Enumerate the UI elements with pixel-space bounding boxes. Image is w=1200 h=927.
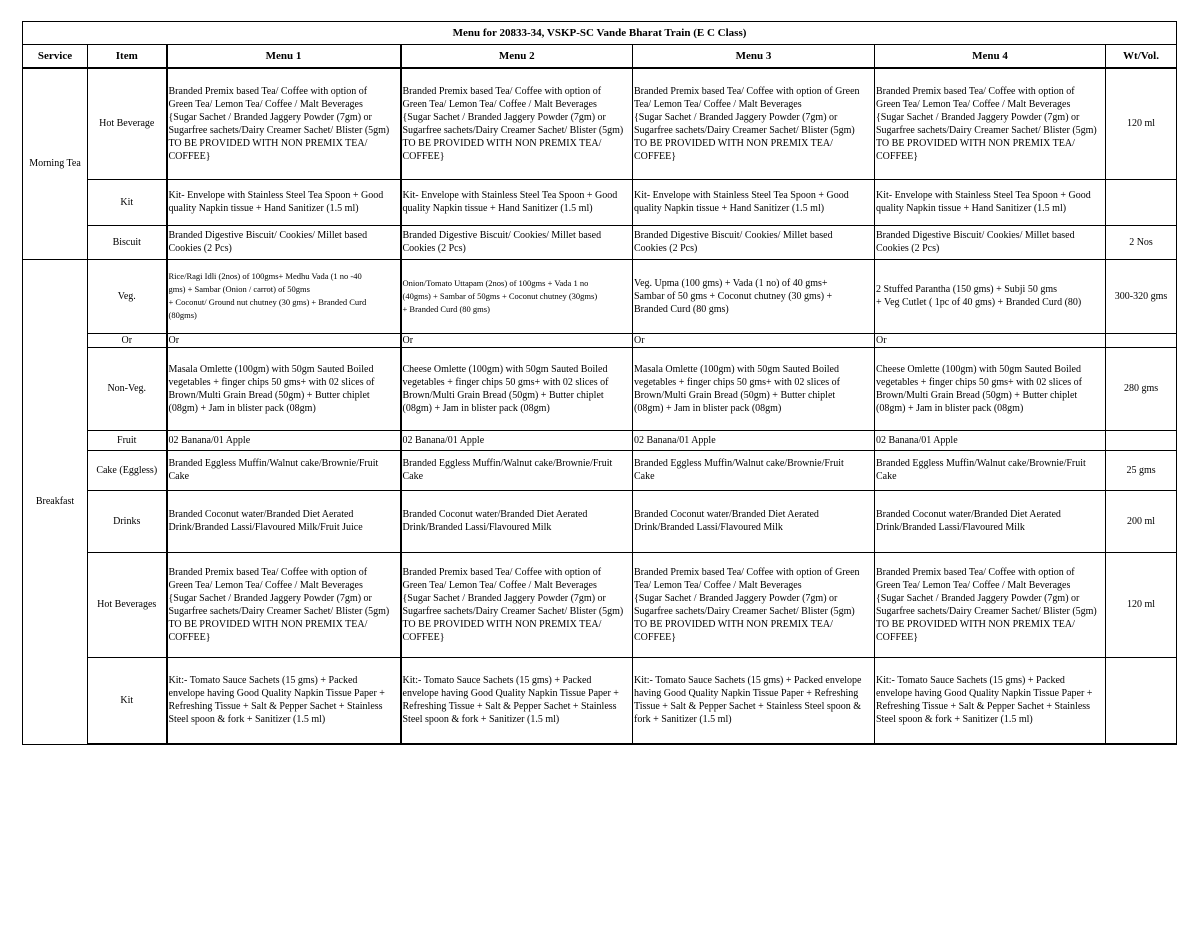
wt-cell: 280 gms bbox=[1106, 347, 1177, 430]
wt-cell: 200 ml bbox=[1106, 490, 1177, 552]
menu1-cell: 02 Banana/01 Apple bbox=[167, 430, 401, 450]
service-morning-tea: Morning Tea bbox=[23, 68, 88, 259]
menu3-cell: Veg. Upma (100 gms) + Vada (1 no) of 40 gms+ Sambar of 50 gms + Coconut chutney (30 gms) + Branded Curd (80 gms) bbox=[633, 259, 875, 333]
menu3-cell: Branded Premix based Tea/ Coffee with option of Green Tea/ Lemon Tea/ Coffee / Malt Beverages {Sugar Sachet / Branded Jaggery Powder (7gm) or Sugarfree sachets/Dairy Creamer Sachet/ Blister (5gm) TO BE PROVIDED WITH NON PREMIX TEA/ COFFEE} bbox=[633, 68, 875, 179]
menu4-cell: Or bbox=[875, 333, 1106, 347]
menu4-cell: Cheese Omlette (100gm) with 50gm Sauted Boiled vegetables + finger chips 50 gms+ with 02 slices of Brown/Multi Grain Bread (50gm) + Butter chiplet (08gm) + Jam in blister pack (08gm) bbox=[875, 347, 1106, 430]
menu4-cell: Branded Premix based Tea/ Coffee with option of Green Tea/ Lemon Tea/ Coffee / Malt Beverages {Sugar Sachet / Branded Jaggery Powder (7gm) or Sugarfree sachets/Dairy Creamer Sachet/ Blister (5gm) TO BE PROVIDED WITH NON PREMIX TEA/ COFFEE} bbox=[875, 552, 1106, 657]
menu2-cell: Branded Coconut water/Branded Diet Aerated Drink/Branded Lassi/Flavoured Milk bbox=[401, 490, 633, 552]
table-title: Menu for 20833-34, VSKP-SC Vande Bharat Train (E C Class) bbox=[23, 22, 1177, 45]
item-cell: Hot Beverage bbox=[88, 68, 167, 179]
item-cell: Cake (Eggless) bbox=[88, 450, 167, 490]
wt-cell bbox=[1106, 430, 1177, 450]
menu4-cell: Kit:- Tomato Sauce Sachets (15 gms) + Packed envelope having Good Quality Napkin Tissue Paper + Refreshing Tissue + Salt & Pepper Sachet + Stainless Steel spoon & fork + Sanitizer (1.5 ml) bbox=[875, 657, 1106, 744]
table-row bbox=[23, 179, 1177, 225]
menu2-cell: Cheese Omlette (100gm) with 50gm Sauted Boiled vegetables + finger chips 50 gms+ with 02 slices of Brown/Multi Grain Bread (50gm) + Butter chiplet (08gm) + Jam in blister pack (08gm) bbox=[401, 347, 633, 430]
menu1-cell: Branded Premix based Tea/ Coffee with option of Green Tea/ Lemon Tea/ Coffee / Malt Beverages {Sugar Sachet / Branded Jaggery Powder (7gm) or Sugarfree sachets/Dairy Creamer Sachet/ Blister (5gm) TO BE PROVIDED WITH NON PREMIX TEA/ COFFEE} bbox=[167, 552, 401, 657]
header-menu-4: Menu 4 bbox=[875, 45, 1106, 69]
table-row bbox=[23, 552, 1177, 657]
wt-cell: 300-320 gms bbox=[1106, 259, 1177, 333]
menu3-cell: Branded Premix based Tea/ Coffee with option of Green Tea/ Lemon Tea/ Coffee / Malt Beverages {Sugar Sachet / Branded Jaggery Powder (7gm) or Sugarfree sachets/Dairy Creamer Sachet/ Blister (5gm) TO BE PROVIDED WITH NON PREMIX TEA/ COFFEE} bbox=[633, 552, 875, 657]
item-cell: Kit bbox=[88, 179, 167, 225]
menu1-cell: Kit:- Tomato Sauce Sachets (15 gms) + Packed envelope having Good Quality Napkin Tissue Paper + Refreshing Tissue + Salt & Pepper Sachet + Stainless Steel spoon & fork + Sanitizer (1.5 ml) bbox=[167, 657, 401, 744]
menu2-cell: Kit- Envelope with Stainless Steel Tea Spoon + Good quality Napkin tissue + Hand Sanitizer (1.5 ml) bbox=[401, 179, 633, 225]
item-cell: Veg. bbox=[88, 259, 167, 333]
menu4-cell: 02 Banana/01 Apple bbox=[875, 430, 1106, 450]
header-menu-3: Menu 3 bbox=[633, 45, 875, 69]
menu-table bbox=[22, 21, 1177, 745]
menu2-cell: Onion/Tomato Uttapam (2nos) of 100gms + Vada 1 no (40gms) + Sambar of 50gms + Coconut chutney (30gms) + Branded Curd (80 gms) bbox=[401, 259, 633, 333]
menu1-cell: Masala Omlette (100gm) with 50gm Sauted Boiled vegetables + finger chips 50 gms+ with 02 slices of Brown/Multi Grain Bread (50gm) + Butter chiplet (08gm) + Jam in blister pack (08gm) bbox=[167, 347, 401, 430]
menu4-cell: Kit- Envelope with Stainless Steel Tea Spoon + Good quality Napkin tissue + Hand Sanitizer (1.5 ml) bbox=[875, 179, 1106, 225]
menu4-cell: Branded Coconut water/Branded Diet Aerated Drink/Branded Lassi/Flavoured Milk bbox=[875, 490, 1106, 552]
wt-cell: 2 Nos bbox=[1106, 225, 1177, 259]
table-row bbox=[23, 347, 1177, 430]
menu3-cell: Kit- Envelope with Stainless Steel Tea Spoon + Good quality Napkin tissue + Hand Sanitizer (1.5 ml) bbox=[633, 179, 875, 225]
header-wt: Wt/Vol. bbox=[1106, 45, 1177, 69]
table-row bbox=[23, 490, 1177, 552]
menu3-cell: 02 Banana/01 Apple bbox=[633, 430, 875, 450]
item-cell: Biscuit bbox=[88, 225, 167, 259]
menu1-cell: Branded Digestive Biscuit/ Cookies/ Millet based Cookies (2 Pcs) bbox=[167, 225, 401, 259]
menu2-cell: 02 Banana/01 Apple bbox=[401, 430, 633, 450]
item-cell: Non-Veg. bbox=[88, 347, 167, 430]
menu1-cell: Kit- Envelope with Stainless Steel Tea Spoon + Good quality Napkin tissue + Hand Sanitizer (1.5 ml) bbox=[167, 179, 401, 225]
menu3-cell: Branded Digestive Biscuit/ Cookies/ Millet based Cookies (2 Pcs) bbox=[633, 225, 875, 259]
wt-cell: 120 ml bbox=[1106, 552, 1177, 657]
menu2-cell: Branded Premix based Tea/ Coffee with option of Green Tea/ Lemon Tea/ Coffee / Malt Beverages {Sugar Sachet / Branded Jaggery Powder (7gm) or Sugarfree sachets/Dairy Creamer Sachet/ Blister (5gm) TO BE PROVIDED WITH NON PREMIX TEA/ COFFEE} bbox=[401, 552, 633, 657]
menu3-cell: Branded Eggless Muffin/Walnut cake/Brownie/Fruit Cake bbox=[633, 450, 875, 490]
menu1-cell: Branded Premix based Tea/ Coffee with option of Green Tea/ Lemon Tea/ Coffee / Malt Beverages {Sugar Sachet / Branded Jaggery Powder (7gm) or Sugarfree sachets/Dairy Creamer Sachet/ Blister (5gm) TO BE PROVIDED WITH NON PREMIX TEA/ COFFEE} bbox=[167, 68, 401, 179]
menu2-cell: Kit:- Tomato Sauce Sachets (15 gms) + Packed envelope having Good Quality Napkin Tissue Paper + Refreshing Tissue + Salt & Pepper Sachet + Stainless Steel spoon & fork + Sanitizer (1.5 ml) bbox=[401, 657, 633, 744]
menu4-cell: 2 Stuffed Parantha (150 gms) + Subji 50 gms + Veg Cutlet ( 1pc of 40 gms) + Branded Curd (80) bbox=[875, 259, 1106, 333]
menu4-cell: Branded Eggless Muffin/Walnut cake/Brownie/Fruit Cake bbox=[875, 450, 1106, 490]
header-service: Service bbox=[23, 45, 88, 69]
wt-cell: 120 ml bbox=[1106, 68, 1177, 179]
table-row bbox=[23, 259, 1177, 333]
header-menu-2: Menu 2 bbox=[401, 45, 633, 69]
wt-cell bbox=[1106, 333, 1177, 347]
header-menu-1: Menu 1 bbox=[167, 45, 401, 69]
item-cell: Or bbox=[88, 333, 167, 347]
item-cell: Fruit bbox=[88, 430, 167, 450]
title-row bbox=[23, 22, 1177, 45]
table-row bbox=[23, 333, 1177, 347]
header-row bbox=[23, 45, 1177, 69]
wt-cell bbox=[1106, 179, 1177, 225]
menu3-cell: Branded Coconut water/Branded Diet Aerated Drink/Branded Lassi/Flavoured Milk bbox=[633, 490, 875, 552]
menu1-cell: Branded Eggless Muffin/Walnut cake/Brownie/Fruit Cake bbox=[167, 450, 401, 490]
menu2-cell: Branded Premix based Tea/ Coffee with option of Green Tea/ Lemon Tea/ Coffee / Malt Beverages {Sugar Sachet / Branded Jaggery Powder (7gm) or Sugarfree sachets/Dairy Creamer Sachet/ Blister (5gm) TO BE PROVIDED WITH NON PREMIX TEA/ COFFEE} bbox=[401, 68, 633, 179]
table-row bbox=[23, 68, 1177, 179]
wt-cell: 25 gms bbox=[1106, 450, 1177, 490]
menu4-cell: Branded Premix based Tea/ Coffee with option of Green Tea/ Lemon Tea/ Coffee / Malt Beverages {Sugar Sachet / Branded Jaggery Powder (7gm) or Sugarfree sachets/Dairy Creamer Sachet/ Blister (5gm) TO BE PROVIDED WITH NON PREMIX TEA/ COFFEE} bbox=[875, 68, 1106, 179]
item-cell: Kit bbox=[88, 657, 167, 744]
menu1-cell: Or bbox=[167, 333, 401, 347]
menu3-cell: Masala Omlette (100gm) with 50gm Sauted Boiled vegetables + finger chips 50 gms+ with 02 slices of Brown/Multi Grain Bread (50gm) + Butter chiplet (08gm) + Jam in blister pack (08gm) bbox=[633, 347, 875, 430]
table-row bbox=[23, 430, 1177, 450]
menu2-cell: Branded Eggless Muffin/Walnut cake/Brownie/Fruit Cake bbox=[401, 450, 633, 490]
menu2-cell: Or bbox=[401, 333, 633, 347]
table-row bbox=[23, 225, 1177, 259]
menu4-cell: Branded Digestive Biscuit/ Cookies/ Millet based Cookies (2 Pcs) bbox=[875, 225, 1106, 259]
menu3-cell: Kit:- Tomato Sauce Sachets (15 gms) + Packed envelope having Good Quality Napkin Tissue Paper + Refreshing Tissue + Salt & Pepper Sachet + Stainless Steel spoon & fork + Sanitizer (1.5 ml) bbox=[633, 657, 875, 744]
header-item: Item bbox=[88, 45, 167, 69]
item-cell: Drinks bbox=[88, 490, 167, 552]
menu2-cell: Branded Digestive Biscuit/ Cookies/ Millet based Cookies (2 Pcs) bbox=[401, 225, 633, 259]
wt-cell bbox=[1106, 657, 1177, 744]
menu1-cell: Branded Coconut water/Branded Diet Aerated Drink/Branded Lassi/Flavoured Milk/Fruit Juice bbox=[167, 490, 401, 552]
table-row bbox=[23, 450, 1177, 490]
menu3-cell: Or bbox=[633, 333, 875, 347]
table-row bbox=[23, 657, 1177, 744]
item-cell: Hot Beverages bbox=[88, 552, 167, 657]
menu1-cell: Rice/Ragi Idli (2nos) of 100gms+ Medhu Vada (1 no -40 gms) + Sambar (Onion / carrot) of 50gms + Coconut/ Ground nut chutney (30 gms) + Branded Curd (80gms) bbox=[167, 259, 401, 333]
service-breakfast: Breakfast bbox=[23, 259, 88, 744]
